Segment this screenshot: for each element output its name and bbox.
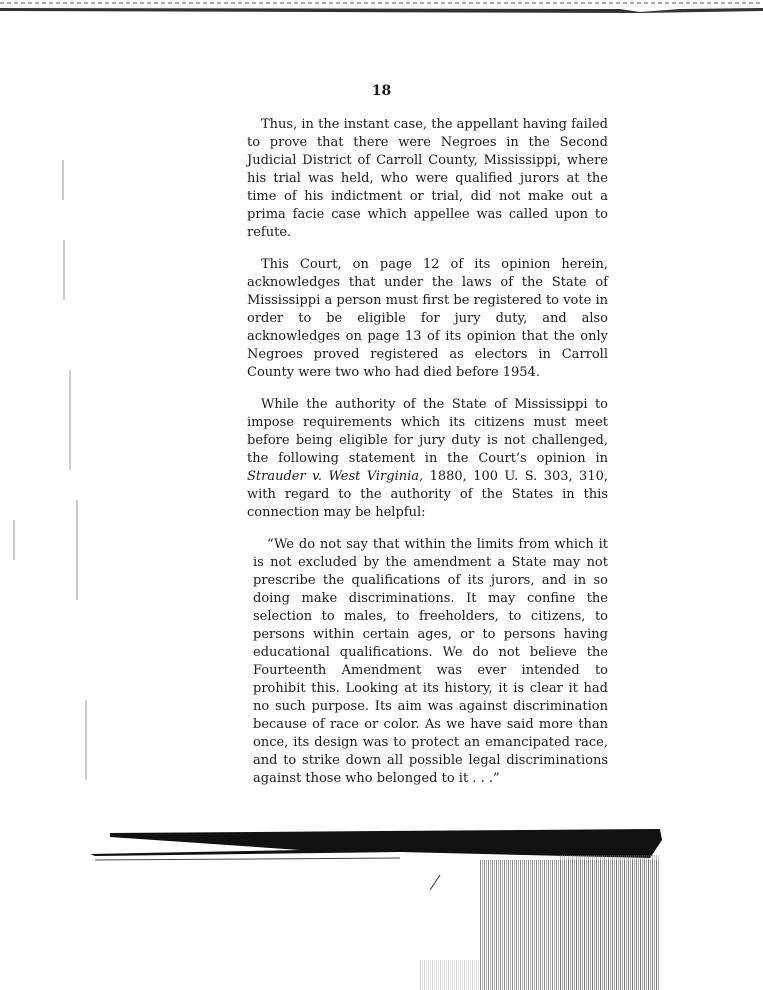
paragraph (247, 396, 608, 522)
paragraph-text: 1880, 100 U. S. 303, 310, with regard to the authority of the States in this connection may be helpful: (247, 469, 609, 520)
paragraph-text: While the authority of the State of Mississippi to impose requirements which its citizens must meet before being eligible for jury duty is not challenged, the following statement in the Court’s opinion in (247, 397, 608, 466)
page-number: 18 (371, 83, 392, 99)
scan-noise (420, 855, 660, 990)
scan-top-edge (0, 0, 763, 14)
paragraph: Thus, in the instant case, the appellant having failed to prove that there were Negroes in the Second Judicial District of Carroll County, Mississippi, where his trial was held, who were qualified jurors at the time of his indictment or trial, did not make out a prima facie case which appellee was called upon to refute. (247, 117, 608, 240)
block-quote: “We do not say that within the limits from which it is not excluded by the amendment a State may not prescribe the qualifications of its jurors, and in so doing make discriminations. It may confine the selection to males, to freeholders, to citizens, to persons within certain ages, or to persons having educational qualifications. We do not believe the Fourteenth Amendment was ever intended to prohibit this. Looking at its history, it is clear it had no such purpose. Its aim was against discrimination because of race or color. As we have said more than once, its design was to protect an emancipated race, and to strike down all possible legal discriminations against those who belonged to it . . .” (253, 537, 608, 786)
body-text (247, 116, 608, 788)
case-citation: Strauder v. West Virginia, (247, 469, 424, 484)
paragraph: This Court, on page 12 of its opinion herein, acknowledges that under the laws of the State of Mississippi a person must first be registered to vote in order to be eligible for jury duty, and also acknowledges on page 13 of its opinion that the only Negroes proved registered as electors in Carroll County were two who had died before 1954. (247, 257, 608, 380)
